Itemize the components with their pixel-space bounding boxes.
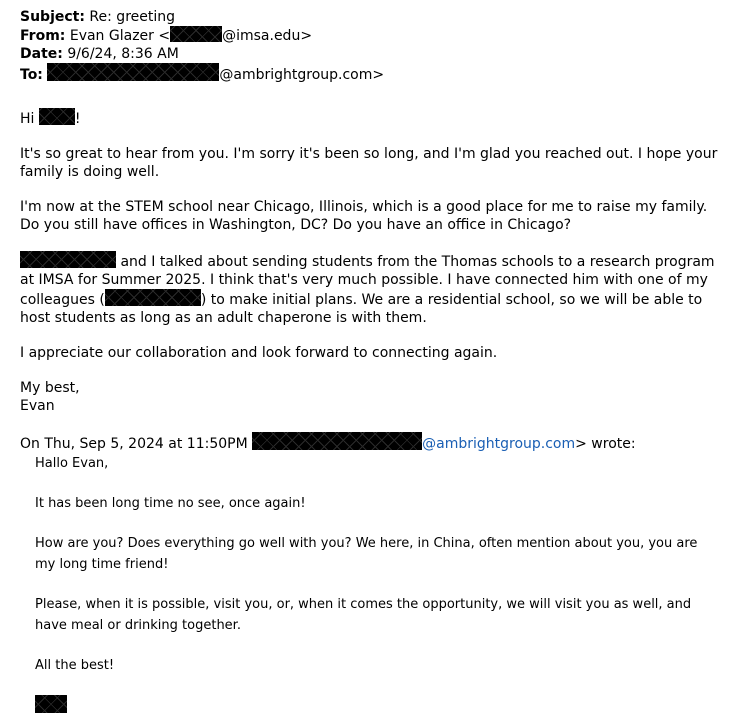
paragraph: It's so great to hear from you. I'm sorry it's been so long, and I'm glad you reached out. I hope your family is doing well. [20,146,718,180]
quoted-paragraph: Hallo Evan, [35,456,109,471]
greeting-suffix: ! [74,111,81,127]
email-message [20,8,720,718]
signature: Evan [20,398,55,414]
from-name: Evan Glazer < [69,28,171,44]
redaction-box [47,63,219,81]
signoff: My best, [20,380,80,396]
quote-attribution [20,432,720,453]
redaction-box [170,26,222,42]
quoted-paragraph: How are you? Does everything go well with you? We here, in China, often mention about you, you are my long time friend! [35,536,698,572]
paragraph: I'm now at the STEM school near Chicago, Illinois, which is a good place for me to raise my family. Do you still have offices in Washington, DC? Do you have an office in Chicago? [20,199,708,233]
redaction-box [105,289,201,306]
redaction-box [39,108,75,125]
greeting-prefix: Hi [20,111,35,127]
date-row [20,45,720,63]
to-label: To: [20,67,43,83]
from-row [20,26,720,45]
from-label: From: [20,28,66,44]
from-domain: @imsa.edu> [222,28,313,44]
quoted-paragraph: Please, when it is possible, visit you, or, when it comes the opportunity, we will visit you as well, and have meal or drinking together. [35,597,692,633]
paragraph: I appreciate our collaboration and look forward to connecting again. [20,345,498,361]
paragraph [20,251,720,327]
redaction-box [20,251,116,268]
subject-label: Subject: [20,9,85,25]
redaction-box [252,432,422,450]
paragraph-part: and I talked about sending students from the Thomas schools to a research program at IMSA for Summer 2025. I think that's very much possible. I have connected him with one of my colleagues ( [20,254,715,308]
attribution-prefix: On Thu, Sep 5, 2024 at 11:50PM [20,436,248,452]
quoted-message [35,453,720,718]
to-row [20,63,720,84]
sender-email-link[interactable]: @ambrightgroup.com [422,436,576,452]
attribution-suffix: > wrote: [575,436,636,452]
date-label: Date: [20,46,63,62]
paragraph-part: ) to make initial plans. We are a residential school, so we will be able to host students as long as an adult chaperone is with them. [20,292,703,326]
greeting [20,108,720,128]
date-value: 9/6/24, 8:36 AM [67,46,179,62]
quoted-paragraph: All the best! [35,658,115,673]
quoted-paragraph: It has been long time no see, once again! [35,496,306,511]
email-header [20,8,720,84]
subject-row [20,8,720,26]
quoted-signature [35,695,720,718]
to-domain: @ambrightgroup.com> [219,67,385,83]
redaction-box [35,695,67,713]
email-body [20,108,720,415]
subject-value: Re: greeting [89,9,176,25]
